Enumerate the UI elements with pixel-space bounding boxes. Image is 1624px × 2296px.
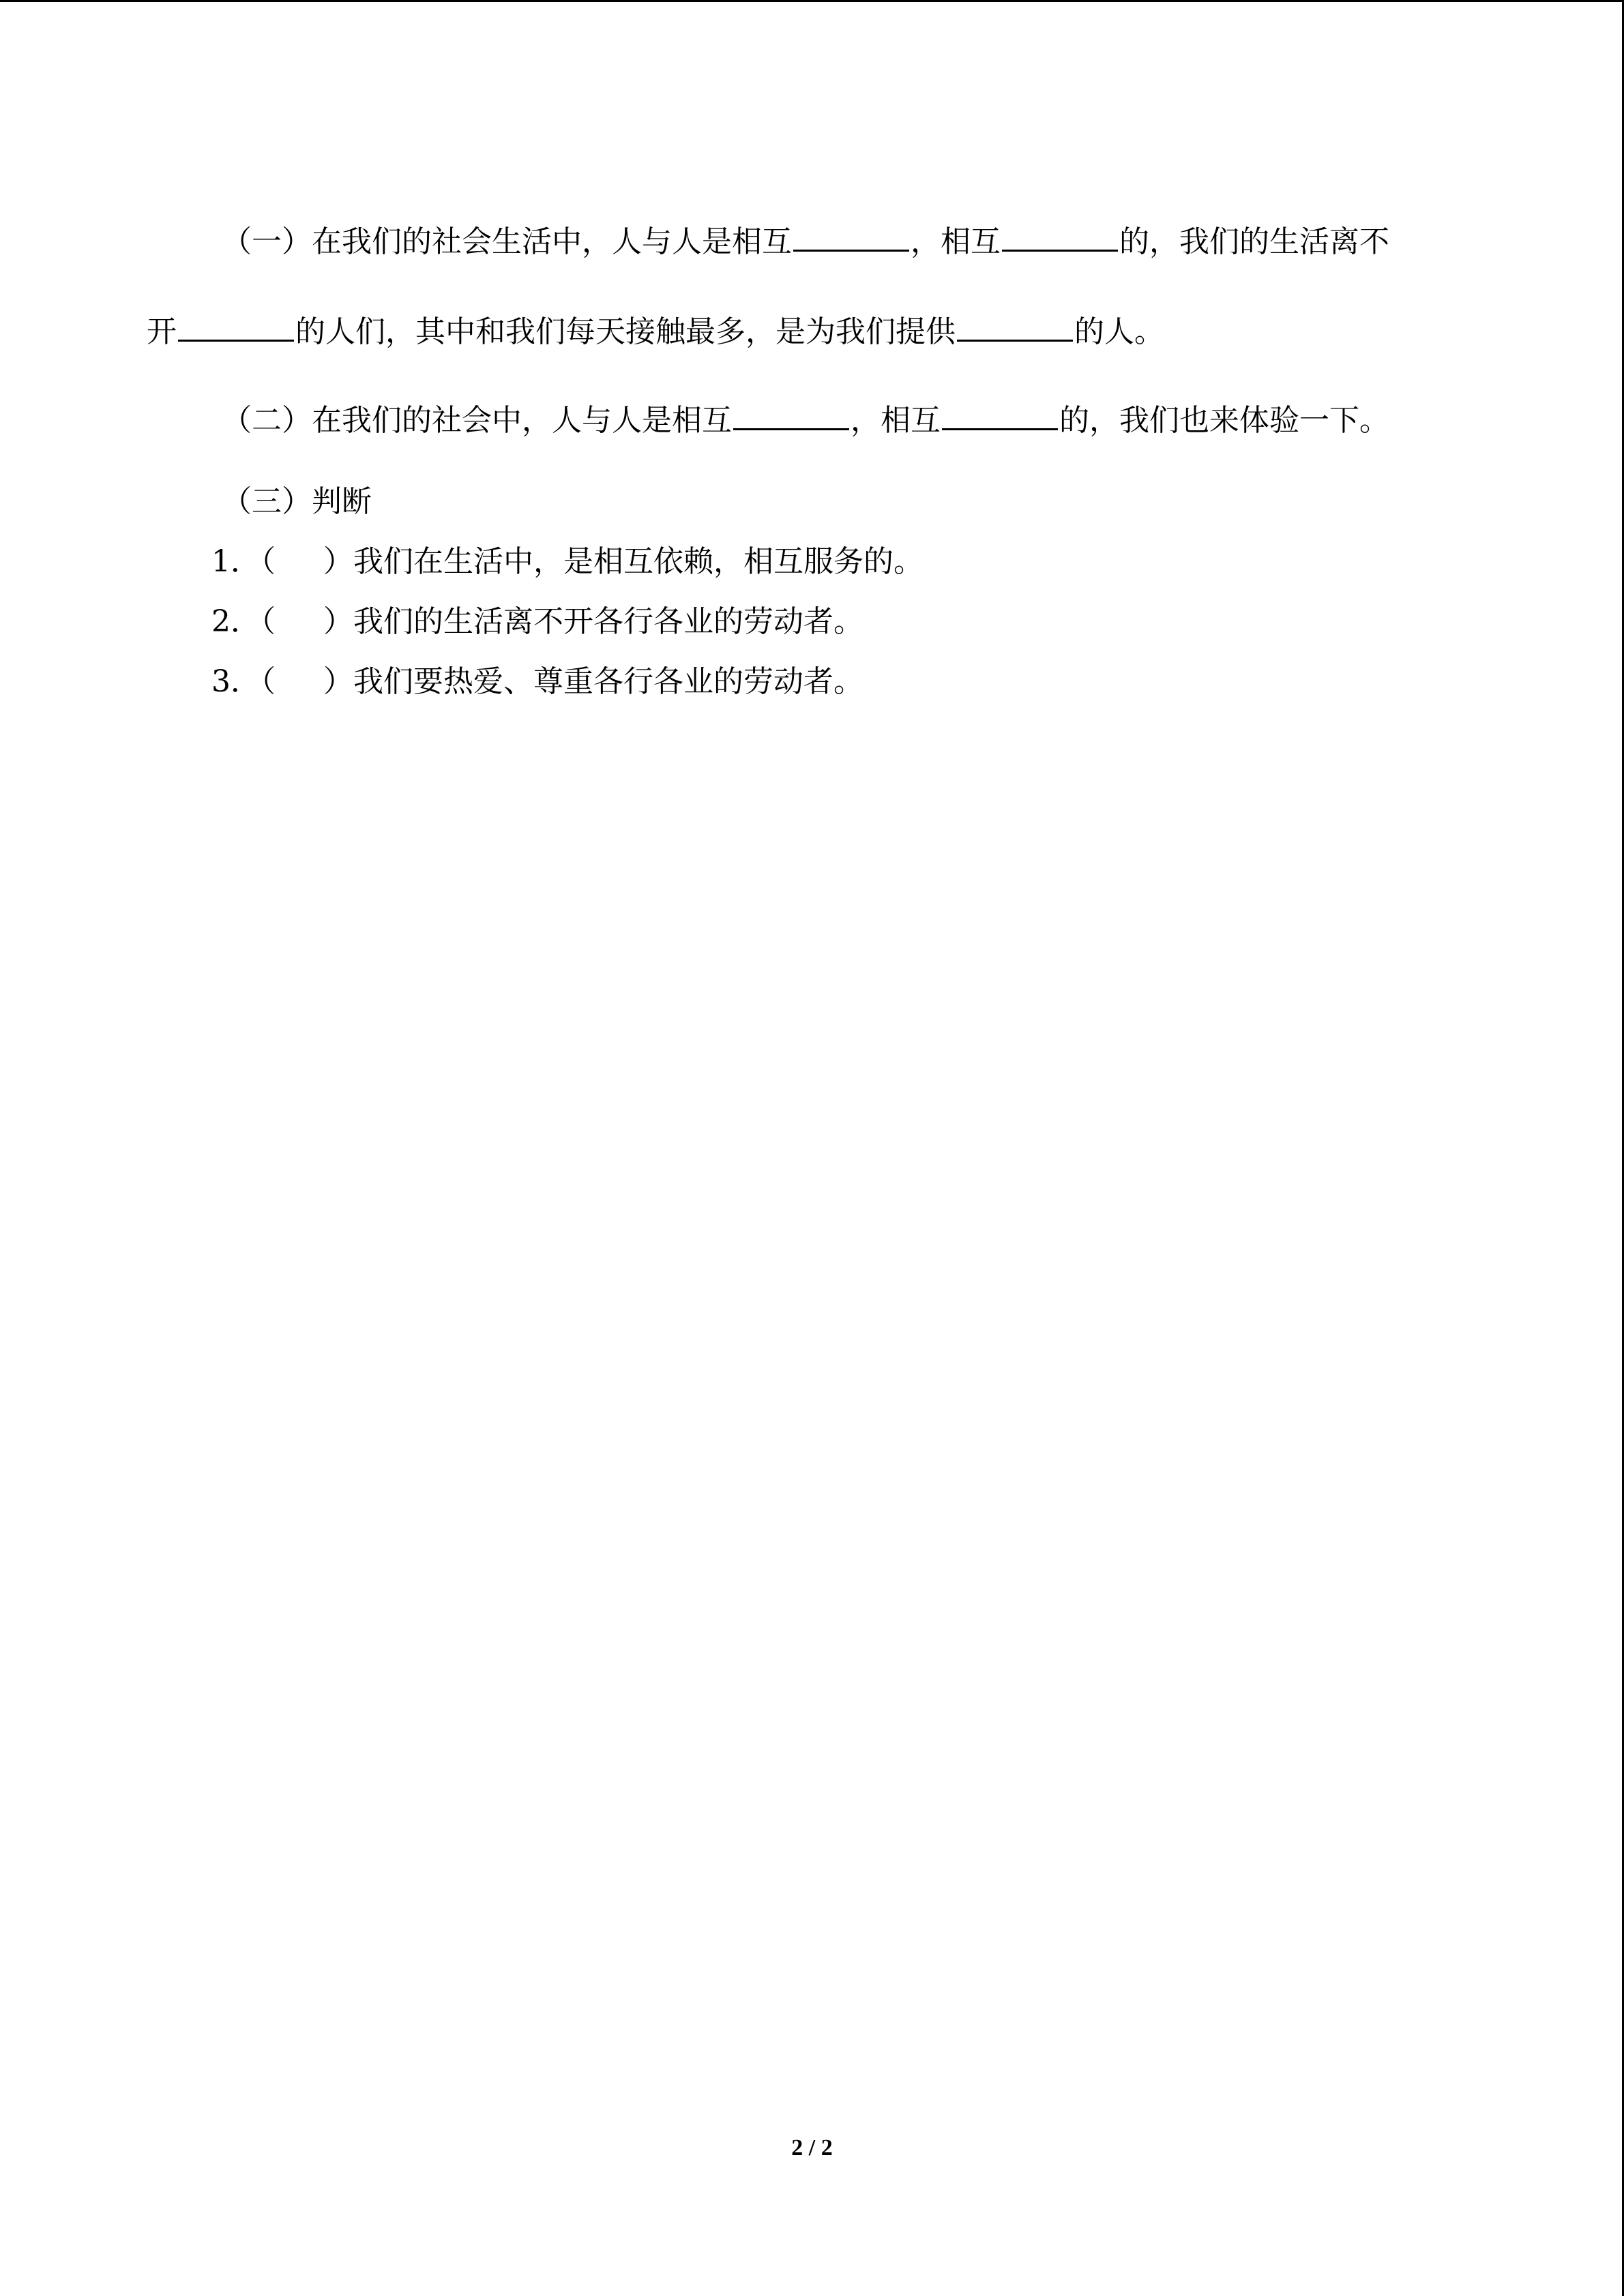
open-paren: （ <box>261 544 276 579</box>
section2-text: 的，我们也来体验一下。 <box>1059 403 1389 438</box>
item-text: 我们在生活中，是相互依赖，相互服务的。 <box>353 544 924 579</box>
judgment-item <box>211 603 863 641</box>
section1-line1 <box>222 222 1389 261</box>
section2-line <box>222 401 1389 440</box>
section1-text: 的，我们的生活离不 <box>1119 224 1389 259</box>
fill-blank[interactable] <box>793 222 909 252</box>
section2-text: ，相互 <box>851 403 941 438</box>
judgment-item <box>211 543 924 581</box>
close-paren: ） <box>323 544 353 579</box>
item-number: 1． <box>211 544 261 579</box>
open-paren: （ <box>261 664 276 699</box>
section1-text: （一）在我们的社会生活中，人与人是相互 <box>222 224 792 259</box>
section1-line2 <box>147 312 1164 351</box>
fill-blank[interactable] <box>957 312 1073 342</box>
close-paren: ） <box>323 664 353 699</box>
section1-text: 的人。 <box>1074 314 1164 349</box>
section1-text: 的人们，其中和我们每天接触最多，是为我们提供 <box>295 314 956 349</box>
judgment-item <box>211 663 863 701</box>
fill-blank[interactable] <box>733 401 849 430</box>
item-text: 我们的生活离不开各行各业的劳动者。 <box>353 604 863 639</box>
section1-text: 开 <box>147 314 177 349</box>
item-text: 我们要热爱、尊重各行各业的劳动者。 <box>353 664 863 699</box>
fill-blank[interactable] <box>1002 222 1118 252</box>
section1-text: ，相互 <box>911 224 1001 259</box>
fill-blank[interactable] <box>178 312 294 342</box>
section2-text: （二）在我们的社会中，人与人是相互 <box>222 403 732 438</box>
item-number: 2． <box>211 604 261 639</box>
item-number: 3． <box>211 664 261 699</box>
section3-heading: （三）判断 <box>222 484 372 519</box>
page-number: 2 / 2 <box>791 2135 833 2160</box>
open-paren: （ <box>261 604 276 639</box>
close-paren: ） <box>323 604 353 639</box>
fill-blank[interactable] <box>942 401 1058 430</box>
